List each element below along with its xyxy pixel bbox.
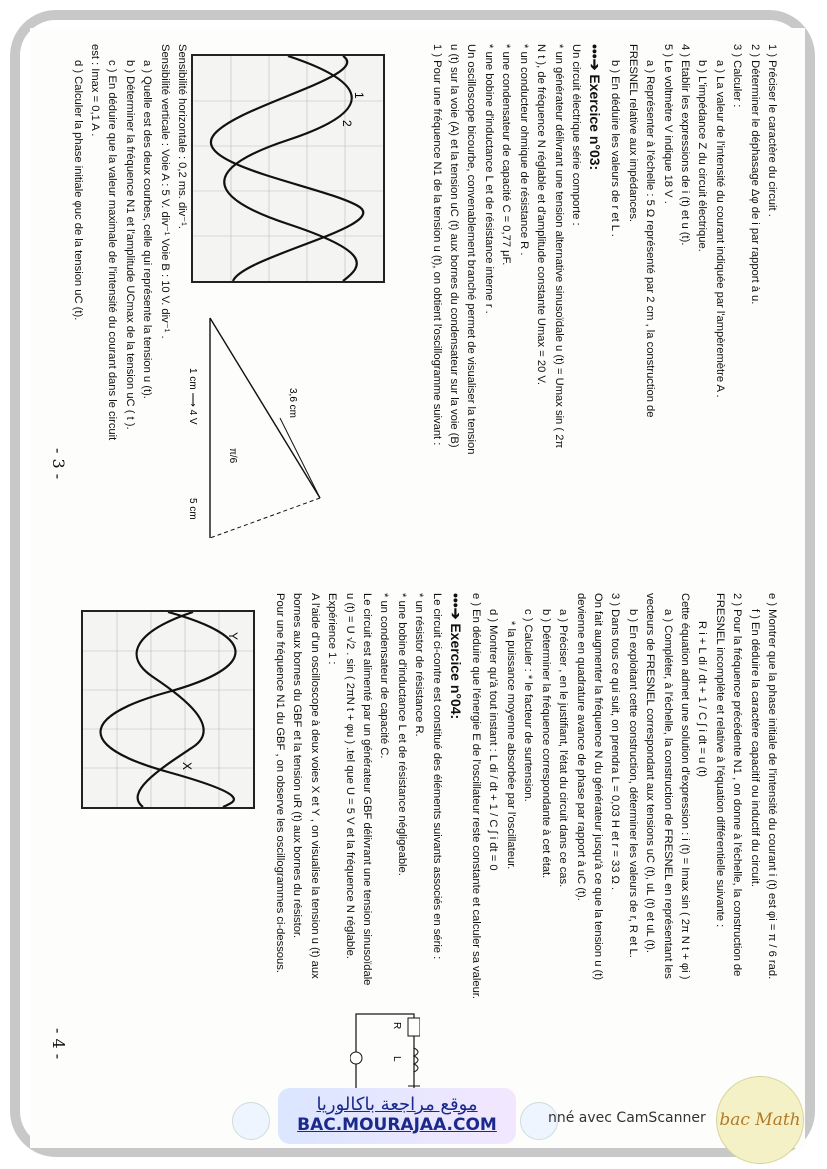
text-line: * une condensateur de capacité C = 0,77 μF.	[500, 44, 513, 266]
curve-1-label: 1	[352, 92, 366, 99]
text-line: c ) En déduire que la valeur maximale de l'intensité du courant dans le circuit	[106, 60, 119, 441]
text-line: Sensibilité horizontale : 0,2 ms. div⁻¹.	[176, 44, 188, 229]
text-line: FRESNEL relative aux impédances.	[626, 44, 639, 223]
left-column	[427, 44, 780, 584]
text-line: * un condensateur de capacité C.	[378, 593, 391, 759]
fresnel-angle: π/6	[227, 448, 238, 464]
text-line: Expérience 1 :	[326, 593, 339, 665]
right-column	[271, 593, 780, 1133]
text-line: 4 ) Etablir les expressions de i (t) et u (t).	[678, 44, 691, 246]
fresnel-len1: 5 cm	[187, 498, 198, 520]
text-line: 2 ) Déterminer le déphasage Δφ de i par rapport à u.	[748, 44, 761, 305]
bac-math-logo: bac Math	[716, 1076, 804, 1164]
oscillogram-figure-1	[191, 54, 385, 283]
text-line: u (t) = U √2 . sin ( 2πN t + φu ) .tel que U = 5 V et la fréquence N réglable.	[343, 593, 356, 959]
text-line: u (t) sur la voie (A) et la tension uC (t) aux bornes du condensateur sur la voie (B)	[448, 44, 461, 448]
text-line: Un oscilloscope bicourbe, convenablement branché permet de visualiser la tension	[465, 44, 478, 455]
footer	[0, 1082, 827, 1162]
text-line: 2 ) Pour la fréquence précédente N1 , on donne à l'échelle, la construction de	[731, 593, 744, 977]
text-line: •••➔ Exercice n°03:	[586, 44, 603, 171]
text-line: 5 ) Le voltmètre V indique 18 V .	[661, 44, 674, 204]
text-line: a ) Préciser , en le justifiant, l'état du circuit dans ce cas.	[557, 609, 570, 888]
text-line: c ) Calculer : * le facteur de surtension.	[522, 609, 535, 802]
circuit-label-r: R	[391, 1022, 402, 1030]
text-line: a ) Compléter, à l'échelle, la construction de FRESNEL en représentant les	[661, 609, 674, 979]
text-line: d ) Montrer qu'à tout instant : L di / dt + 1 / C ∫ i dt = 0	[487, 609, 500, 871]
curve-2-label: 2	[340, 120, 354, 127]
oscillogram-1-svg	[193, 56, 383, 281]
curve-2	[211, 56, 363, 281]
fresnel-construction	[180, 298, 380, 558]
text-line: vecteurs de FRESNEL correspondant aux tensions uC (t), uL (t) et uL (t).	[644, 593, 657, 954]
text-line: FRESNEL incomplète et relative à l'équation différentielle suivante :	[713, 593, 726, 928]
curve-y-label: Y	[226, 632, 240, 641]
site-logo-icon	[232, 1102, 270, 1140]
text-line: * un résistor de résistance R.	[413, 593, 426, 737]
text-line: 1 ) Préciser le caractère du circuit .	[766, 44, 778, 217]
text-line: R i + L di / dt + 1 / C ∫ i dt = u (t)	[696, 621, 709, 777]
text-line: * une bobine d'inductance L et de résistance interne r .	[482, 44, 495, 314]
text-line: N t ), de fréquence N réglable et d'amplitude constante Umax = 20 V.	[535, 44, 548, 385]
text-line: * un générateur délivrant une tension alternative sinusoïdale u (t) = Umax sin ( 2π	[552, 44, 565, 449]
text-line: Le circuit est alimenté par un générateur GBF délivrant une tension sinusoïdale	[361, 593, 374, 986]
text-line: d ) Calculer la phase initiale φuc de la tension uC (t).	[71, 60, 84, 321]
text-line: * un conducteur ohmique de résistance R .	[517, 44, 530, 256]
fresnel-len2: 3,6 cm	[287, 388, 298, 419]
page-number-right: - 4 -	[49, 1028, 68, 1060]
text-line: a ) La valeur de l'intensité du courant indiquée par l'ampèremètre A .	[713, 60, 726, 398]
text-line: Un circuit électrique série comporte :	[569, 44, 582, 226]
text-line: •••➔ Exercice n°04:	[447, 593, 464, 720]
scanner-watermark: nné avec CamScanner	[548, 1110, 706, 1126]
text-line: 1 ) Pour une fréquence N1 de la tension u (t), on obtient l'oscillogramme suivant :	[430, 44, 443, 446]
text-line: Sensibilité verticale : Voie A : 5 V. div⁻¹ Voie B : 10 V. div⁻¹ .	[158, 44, 171, 339]
text-line: b ) Déterminer la fréquence N1 et l'amplitude UCmax de la tension uC ( t ).	[123, 60, 136, 430]
text-line: e ) En déduire que l'énergie E de l'oscillateur reste constante et calculer sa valeur.	[470, 593, 483, 1000]
page-number-left: - 3 -	[49, 448, 68, 480]
text-line: * une bobine d'inductance L et de résistance négligeable.	[395, 593, 408, 876]
text-line: devienne en quadrature avance de phase par rapport à uC (t).	[574, 593, 587, 901]
text-line: bornes aux bornes du GBF et la tension uR (t) aux bornes du résistor.	[291, 593, 304, 939]
text-line: b ) En déduire les valeurs de r et L .	[609, 60, 622, 237]
text-line: b ) Déterminer la fréquence correspondante à cet état.	[539, 609, 552, 879]
text-line: 3 ) Calculer :	[731, 44, 744, 108]
text-line: a ) Représenter à l'échelle : 5 Ω représenté par 2 cm , la construction de	[644, 60, 657, 418]
text-line: * la puissance moyenne absorbée par l'oscillateur.	[504, 621, 517, 870]
text-line: b ) L'impédance Z du circuit électrique.	[696, 60, 709, 252]
left-bottom-text	[68, 44, 190, 584]
text-line: e ) Montrer que la phase initiale de l'intensité du courant i (t) est φi = π / 6 rad.	[766, 593, 778, 980]
site-url[interactable]: BAC.MOURAJAA.COM	[297, 1115, 497, 1135]
text-line: Cette équation admet une solution d'expression : i (t) = Imax sin ( 2π N t + φi )	[678, 593, 691, 980]
text-line: On fait augmenter la fréquence N du générateur jusqu'à ce que la tension u (t)	[591, 593, 604, 981]
text-line: A l'aide d'un oscilloscope à deux voies X et Y , on visualise la tension u (t) aux	[308, 593, 321, 979]
rotated-content	[30, 28, 800, 1138]
oscillogram-figure-2	[81, 610, 255, 809]
text-line: Le circuit ci-contre est constitué des éléments suivants associés en série :	[430, 593, 443, 960]
circuit-label-l: L	[391, 1056, 402, 1062]
text-line: a ) Quelle est des deux courbes, celle qui représente la tension u (t).	[141, 60, 154, 399]
scanned-page	[30, 28, 805, 1148]
text-line: 3 ) Dans tous ce qui suit, on prendra L = 0,03 H et r = 33 Ω .	[609, 593, 622, 891]
text-line: f ) En déduire la caractère capacitif ou inductif du circuit.	[748, 609, 761, 887]
curve-x-label: X	[180, 762, 194, 771]
site-name-arabic: موقع مراجعة باكالوريا	[316, 1094, 478, 1115]
text-line: Pour une fréquence N1 du GBF , on observe les oscillogrammes ci-dessous.	[274, 593, 287, 973]
curve-1	[224, 56, 357, 281]
fresnel-scale: 1 cm ⟶ 4 V	[187, 368, 198, 425]
site-banner[interactable]	[278, 1088, 516, 1144]
text-line: b ) En exploitant cette construction, déterminer les valeurs de r, R et L.	[626, 609, 639, 958]
text-line: est : Imax = 0,1 A .	[88, 44, 101, 137]
